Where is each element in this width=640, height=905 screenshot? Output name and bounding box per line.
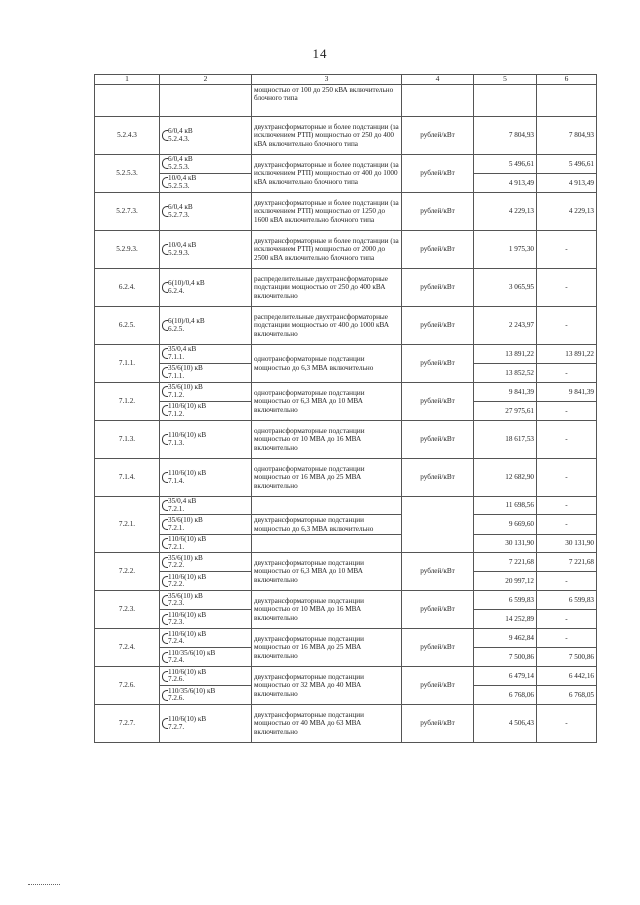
voltage-label: 110/6(10) кВ: [168, 430, 207, 439]
description-cell: однотрансформаторные подстанции мощностью от 16 МВА до 25 МВА включительно: [252, 459, 402, 497]
rate-cell: -: [537, 459, 597, 497]
voltage-cell: [160, 591, 252, 610]
voltage-class: [162, 318, 205, 333]
voltage-label: 10/0,4 кВ: [168, 174, 197, 183]
voltage-label: 6(10)/0,4 кВ: [168, 316, 205, 325]
voltage-code: 6.2.4.: [168, 286, 185, 295]
voltage-code: 5.2.9.3.: [168, 248, 190, 257]
rate-cell: 2 243,97: [474, 307, 537, 345]
description-cell: двухтрансформаторные и более подстанции (за исключением РТП) мощностью от 2000 до 2500 кВА включительно блочного типа: [252, 231, 402, 269]
rate-cell: 4 229,13: [474, 193, 537, 231]
unit-cell: рублей/кВт: [402, 231, 474, 269]
rate-cell: 4 506,43: [474, 705, 537, 743]
voltage-cell: [160, 155, 252, 174]
table-header-row: [95, 75, 597, 85]
voltage-cell: [160, 364, 252, 383]
rate-cell: -: [537, 307, 597, 345]
rate-cell: 9 841,39: [474, 383, 537, 402]
rate-cell: -: [537, 610, 597, 629]
voltage-class: [162, 498, 196, 513]
rate-cell: 30 131,90: [537, 535, 597, 553]
voltage-code: 7.1.1.: [168, 353, 185, 361]
description-cell: распределительные двухтрансформаторные подстанции мощностью от 400 до 1000 кВА включительно: [252, 307, 402, 345]
table-row: [95, 553, 597, 572]
voltage-code: 5.2.7.3.: [168, 210, 190, 219]
voltage-label: 6/0,4 кВ: [168, 126, 193, 135]
voltage-code: 5.2.5.3.: [168, 163, 190, 171]
rate-cell: 7 804,93: [474, 117, 537, 155]
table-row: [95, 535, 597, 553]
rate-cell: 7 500,86: [474, 648, 537, 667]
footer-mark: [28, 884, 60, 885]
column-number-6: 6: [537, 75, 597, 85]
voltage-cell: [160, 345, 252, 364]
unit-cell: рублей/кВт: [402, 269, 474, 307]
code-cell: 7.1.1.: [95, 345, 160, 383]
rate-cell: 20 997,12: [474, 572, 537, 591]
table-row: [95, 307, 597, 345]
rate-cell: 18 617,53: [474, 421, 537, 459]
voltage-label: 6(10)/0,4 кВ: [168, 278, 205, 287]
voltage-label: 110/35/6(10) кВ: [168, 648, 216, 657]
voltage-class: [162, 242, 196, 257]
description-cell: двухтрансформаторные подстанции мощностью от 32 МВА до 40 МВА включительно: [252, 667, 402, 705]
table-row: [95, 421, 597, 459]
voltage-cell: [160, 193, 252, 231]
column-number-4: 4: [402, 75, 474, 85]
rate-cell: 6 442,16: [537, 667, 597, 686]
code-cell: 5.2.5.3.: [95, 155, 160, 193]
description-cell: двухтрансформаторные подстанции мощностью от 6,3 МВА до 10 МВА включительно: [252, 553, 402, 591]
rate-cell: -: [537, 572, 597, 591]
voltage-code: 7.2.2.: [168, 580, 185, 589]
voltage-cell: [160, 269, 252, 307]
voltage-cell: [160, 383, 252, 402]
table-row: [95, 193, 597, 231]
voltage-cell: [160, 667, 252, 686]
rate-cell: 6 479,14: [474, 667, 537, 686]
table-row: [95, 629, 597, 648]
voltage-class: [162, 384, 203, 399]
voltage-cell: [160, 307, 252, 345]
voltage-cell: [160, 572, 252, 591]
code-cell: 7.2.4.: [95, 629, 160, 667]
voltage-class: [162, 365, 203, 380]
voltage-code: 7.1.1.: [168, 372, 185, 380]
column-number-2: 2: [160, 75, 252, 85]
voltage-label: 110/6(10) кВ: [168, 535, 207, 544]
unit-cell: рублей/кВт: [402, 553, 474, 591]
voltage-cell: [160, 231, 252, 269]
code-cell: 7.1.2.: [95, 383, 160, 421]
table-row: [95, 383, 597, 402]
voltage-cell: [160, 629, 252, 648]
code-cell: 7.2.6.: [95, 667, 160, 705]
voltage-cell: [160, 648, 252, 667]
voltage-class: [162, 346, 196, 361]
voltage-cell: [160, 553, 252, 572]
voltage-class: [162, 669, 206, 684]
code-cell: 7.2.1.: [95, 497, 160, 553]
description-cell: двухтрансформаторные и более подстанции (за исключением РТП) мощностью от 1250 до 1600 кВА включительно блочного типа: [252, 193, 402, 231]
rate-cell: 13 852,52: [474, 364, 537, 383]
voltage-label: 110/6(10) кВ: [168, 629, 207, 638]
voltage-cell: [160, 117, 252, 155]
voltage-class: [162, 403, 206, 418]
unit-cell: рублей/кВт: [402, 421, 474, 459]
code-cell: [95, 85, 160, 117]
rate-cell: 6 768,06: [474, 686, 537, 705]
rate-cell: 7 500,86: [537, 648, 597, 667]
voltage-code: 7.2.1.: [168, 504, 185, 513]
rate-cell: 14 252,89: [474, 610, 537, 629]
description-cell: [252, 497, 402, 515]
rate-cell: -: [537, 705, 597, 743]
unit-cell: [402, 85, 474, 117]
rate-cell: 3 065,95: [474, 269, 537, 307]
voltage-label: 110/6(10) кВ: [168, 610, 207, 619]
table-row: [95, 705, 597, 743]
voltage-code: 7.1.2.: [168, 410, 185, 418]
rate-cell: [537, 85, 597, 117]
rate-cell: 4 913,49: [474, 174, 537, 193]
rate-cell: 6 599,83: [537, 591, 597, 610]
voltage-cell: [160, 515, 252, 535]
description-cell: [252, 535, 402, 553]
unit-cell: рублей/кВт: [402, 667, 474, 705]
voltage-label: 6/0,4 кВ: [168, 155, 193, 164]
table-row: [95, 459, 597, 497]
rate-cell: 9 669,60: [474, 515, 537, 535]
voltage-cell: [160, 686, 252, 705]
voltage-label: 35/6(10) кВ: [168, 383, 203, 392]
description-cell: двухтрансформаторные и более подстанции (за исключением РТП) мощностью от 400 до 1000 кВА включительно блочного типа: [252, 155, 402, 193]
rate-cell: -: [537, 231, 597, 269]
rate-cell: [474, 85, 537, 117]
rate-cell: 30 131,90: [474, 535, 537, 553]
description-cell: двухтрансформаторные подстанции мощностью до 6,3 МВА включительно: [252, 515, 402, 535]
voltage-code: 7.2.1.: [168, 542, 185, 551]
table-row: [95, 591, 597, 610]
voltage-cell: [160, 421, 252, 459]
table-row: [95, 85, 597, 117]
voltage-cell: [160, 85, 252, 117]
voltage-label: 110/6(10) кВ: [168, 667, 207, 676]
code-cell: 7.2.3.: [95, 591, 160, 629]
description-cell: двухтрансформаторные подстанции мощностью от 40 МВА до 63 МВА включительно: [252, 705, 402, 743]
voltage-cell: [160, 535, 252, 553]
voltage-cell: [160, 174, 252, 193]
table-row: [95, 269, 597, 307]
voltage-label: 35/0,4 кВ: [168, 497, 197, 505]
voltage-cell: [160, 610, 252, 629]
column-number-5: 5: [474, 75, 537, 85]
voltage-class: [162, 470, 206, 485]
unit-cell: рублей/кВт: [402, 629, 474, 667]
voltage-class: [162, 536, 206, 551]
voltage-class: [162, 612, 206, 627]
voltage-class: [162, 432, 206, 447]
voltage-code: 7.2.4.: [168, 637, 185, 646]
voltage-code: 5.2.4.3.: [168, 134, 190, 143]
rates-table-body: [95, 75, 597, 743]
code-cell: 5.2.4.3: [95, 117, 160, 155]
unit-cell: рублей/кВт: [402, 383, 474, 421]
rate-cell: 1 975,30: [474, 231, 537, 269]
table-row: [95, 155, 597, 174]
voltage-code: 7.2.6.: [168, 675, 185, 684]
rate-cell: 7 221,68: [537, 553, 597, 572]
rate-cell: 27 975,61: [474, 402, 537, 421]
voltage-label: 35/6(10) кВ: [168, 364, 203, 373]
rate-cell: -: [537, 402, 597, 421]
unit-cell: рублей/кВт: [402, 117, 474, 155]
voltage-label: 10/0,4 кВ: [168, 240, 197, 249]
code-cell: 6.2.4.: [95, 269, 160, 307]
voltage-code: 7.2.7.: [168, 722, 185, 731]
voltage-code: 7.2.3.: [168, 599, 185, 608]
voltage-label: 110/6(10) кВ: [168, 402, 207, 411]
description-cell: однотрансформаторные подстанции мощностью от 10 МВА до 16 МВА включительно: [252, 421, 402, 459]
rate-cell: 5 496,61: [474, 155, 537, 174]
unit-cell: рублей/кВт: [402, 705, 474, 743]
voltage-code: 5.2.5.3.: [168, 182, 190, 190]
voltage-class: [162, 175, 196, 190]
unit-cell: рублей/кВт: [402, 591, 474, 629]
unit-cell: [402, 497, 474, 553]
voltage-label: 35/0,4 кВ: [168, 345, 197, 354]
description-cell: двухтрансформаторные и более подстанции (за исключением РТП) мощностью от 250 до 400 кВА включительно блочного типа: [252, 117, 402, 155]
voltage-label: 35/6(10) кВ: [168, 553, 203, 562]
voltage-code: 7.2.6.: [168, 694, 185, 703]
voltage-label: 110/6(10) кВ: [168, 572, 207, 581]
voltage-cell: [160, 705, 252, 743]
unit-cell: рублей/кВт: [402, 307, 474, 345]
unit-cell: рублей/кВт: [402, 193, 474, 231]
rate-cell: 7 804,93: [537, 117, 597, 155]
rate-cell: 5 496,61: [537, 155, 597, 174]
voltage-label: 35/6(10) кВ: [168, 516, 203, 525]
rate-cell: -: [537, 515, 597, 535]
rate-cell: 7 221,68: [474, 553, 537, 572]
voltage-label: 35/6(10) кВ: [168, 591, 203, 600]
voltage-class: [162, 593, 203, 608]
voltage-code: 7.2.1.: [168, 523, 185, 532]
voltage-code: 7.1.2.: [168, 391, 185, 399]
rate-cell: -: [537, 497, 597, 515]
voltage-code: 7.1.3.: [168, 438, 185, 447]
description-cell: однотрансформаторные подстанции мощностью от 6,3 МВА до 10 МВА включительно: [252, 383, 402, 421]
code-cell: 6.2.5.: [95, 307, 160, 345]
voltage-class: [162, 716, 206, 731]
voltage-code: 7.2.3.: [168, 618, 185, 627]
table-row: [95, 345, 597, 364]
description-cell: двухтрансформаторные подстанции мощностью от 10 МВА до 16 МВА включительно: [252, 591, 402, 629]
rate-cell: 4 229,13: [537, 193, 597, 231]
voltage-code: 7.2.4.: [168, 656, 185, 665]
rate-cell: 11 698,56: [474, 497, 537, 515]
voltage-class: [162, 280, 205, 295]
unit-cell: рублей/кВт: [402, 155, 474, 193]
voltage-cell: [160, 459, 252, 497]
voltage-class: [162, 156, 193, 171]
rate-cell: -: [537, 269, 597, 307]
voltage-class: [162, 555, 203, 570]
voltage-class: [162, 517, 203, 532]
voltage-class: [162, 204, 193, 219]
voltage-cell: [160, 402, 252, 421]
voltage-cell: [160, 497, 252, 515]
rate-cell: 13 891,22: [537, 345, 597, 364]
table-row: [95, 231, 597, 269]
column-number-3: 3: [252, 75, 402, 85]
unit-cell: рублей/кВт: [402, 459, 474, 497]
voltage-code: 7.1.4.: [168, 476, 185, 485]
code-cell: 5.2.9.3.: [95, 231, 160, 269]
rate-cell: 4 913,49: [537, 174, 597, 193]
voltage-class: [162, 128, 193, 143]
rate-cell: 12 682,90: [474, 459, 537, 497]
rate-cell: 9 462,84: [474, 629, 537, 648]
voltage-class: [162, 574, 206, 589]
voltage-label: 110/35/6(10) кВ: [168, 686, 216, 695]
description-cell: двухтрансформаторные подстанции мощностью от 16 МВА до 25 МВА включительно: [252, 629, 402, 667]
unit-cell: рублей/кВт: [402, 345, 474, 383]
voltage-code: 6.2.5.: [168, 324, 185, 333]
rates-table: [94, 74, 597, 743]
rate-cell: 6 768,05: [537, 686, 597, 705]
table-row: [95, 117, 597, 155]
voltage-label: 110/6(10) кВ: [168, 468, 207, 477]
rate-cell: -: [537, 629, 597, 648]
code-cell: 5.2.7.3.: [95, 193, 160, 231]
table-row: [95, 667, 597, 686]
code-cell: 7.1.4.: [95, 459, 160, 497]
voltage-class: [162, 631, 206, 646]
description-cell: мощностью от 100 до 250 кВА включительно блочного типа: [252, 85, 402, 117]
voltage-code: 7.2.2.: [168, 561, 185, 570]
voltage-class: [162, 650, 215, 665]
code-cell: 7.2.7.: [95, 705, 160, 743]
description-cell: однотрансформаторные подстанции мощностью до 6,3 МВА включительно: [252, 345, 402, 383]
description-cell: распределительные двухтрансформаторные подстанции мощностью от 250 до 400 кВА включительно: [252, 269, 402, 307]
code-cell: 7.2.2.: [95, 553, 160, 591]
voltage-label: 110/6(10) кВ: [168, 715, 207, 724]
voltage-label: 6/0,4 кВ: [168, 202, 193, 211]
column-number-1: 1: [95, 75, 160, 85]
rate-cell: 9 841,39: [537, 383, 597, 402]
rate-cell: -: [537, 364, 597, 383]
page-number: 14: [312, 46, 328, 61]
rate-cell: -: [537, 421, 597, 459]
table-row: [95, 497, 597, 515]
rate-cell: 13 891,22: [474, 345, 537, 364]
voltage-class: [162, 688, 215, 703]
rate-cell: 6 599,83: [474, 591, 537, 610]
code-cell: 7.1.3.: [95, 421, 160, 459]
table-row: [95, 515, 597, 535]
